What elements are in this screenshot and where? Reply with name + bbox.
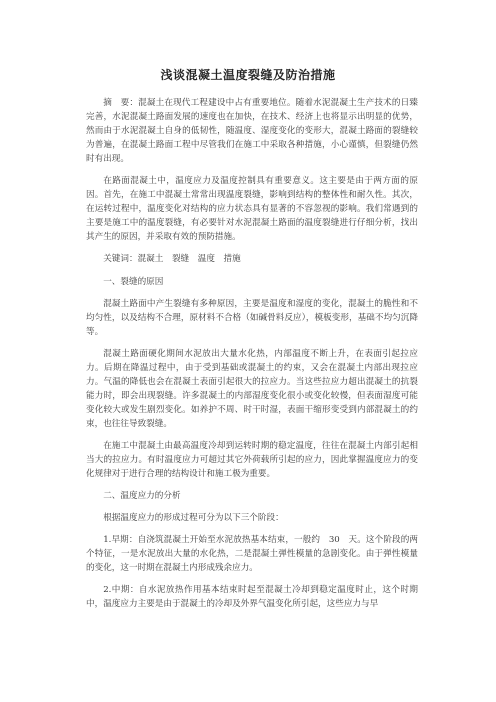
section-heading-causes: 一、裂缝的原因 — [103, 277, 164, 287]
causes-paragraph-2: 混凝土路面硬化期间水泥放出大量水化热，内部温度不断上升，在表面引起拉应力。后期在降温过程中，由于受到基础或混凝土的约束，又会在混凝土内部出现拉应力。气温的降低也会在混凝土表面引起很大的拉应力。当这些拉应力超出混凝土的抗裂能力时，即会出现裂缝。许多混凝土的内部湿度变化很小或变化较慢，但表面湿度可能变化较大或发生剧烈变化。如养护不周、时干时湿，表面干缩形变受到内部混凝土的约束，也往往导致裂缝。 — [86, 349, 418, 429]
document-title: 浅谈混凝土温度裂缝及防治措施 — [160, 68, 336, 82]
document-body — [86, 96, 418, 619]
section-heading-stress-analysis: 二、温度应力的分析 — [103, 491, 181, 501]
intro-paragraph: 在路面混凝土中，温度应力及温度控制具有重要意义。这主要是由于两方面的原因。首先，在施工中混凝土常常出现温度裂缝，影响到结构的整体性和耐久性。其次，在运转过程中，温度变化对结构的应力状态具有显著的不容忽视的影响。我们常遇到的主要是施工中的温度裂缝，有必要针对水泥混凝土路面的温度裂缝进行仔细分析，找出其产生的原因，并采取有效的预防措施。 — [86, 176, 418, 242]
stress-paragraph-2: 1.早期：自浇筑混凝土开始至水泥放热基本结束，一般约 30 天。这个阶段的两个特征，一是水泥放出大量的水化热，二是混凝土弹性模量的急剧变化。由于弹性模量的变化，这一时期在混凝土内形成残余应力。 — [86, 535, 418, 573]
abstract-paragraph: 摘 要：混凝土在现代工程建设中占有重要地位。随着水泥混凝土生产技术的日臻完善，水泥混凝土路面发展的速度也在加快，在技术、经济上也将显示出明显的优势，然而由于水泥混凝土自身的低韧性，随温度、湿度变化的变形大，混凝土路面的裂缝较为普遍，在混凝土路面工程中尽管我们在施工中采取各种措施，小心谨慎，但裂缝仍然时有出现。 — [86, 98, 418, 164]
stress-paragraph-1: 根据温度应力的形成过程可分为以下三个阶段： — [103, 513, 284, 523]
causes-paragraph-3: 在施工中混凝土由最高温度冷却到运转时期的稳定温度，往往在混凝土内部引起相当大的拉应力。有时温度应力可超过其它外荷载所引起的应力，因此掌握温度应力的变化规律对于进行合理的结构设计和施工极为重要。 — [86, 441, 418, 479]
stress-paragraph-3: 2.中期：自水泥放热作用基本结束时起至混凝土冷却到稳定温度时止，这个时期中，温度应力主要是由于混凝土的冷却及外界气温变化所引起，这些应力与早 — [86, 585, 418, 609]
causes-paragraph-1: 混凝土路面中产生裂缝有多种原因，主要是温度和湿度的变化，混凝土的脆性和不均匀性，以及结构不合理，原材料不合格（如碱骨料反应），模板变形，基础不均匀沉降等。 — [86, 299, 418, 337]
keywords-line: 关键词：混凝土 裂缝 温度 措施 — [103, 254, 241, 264]
